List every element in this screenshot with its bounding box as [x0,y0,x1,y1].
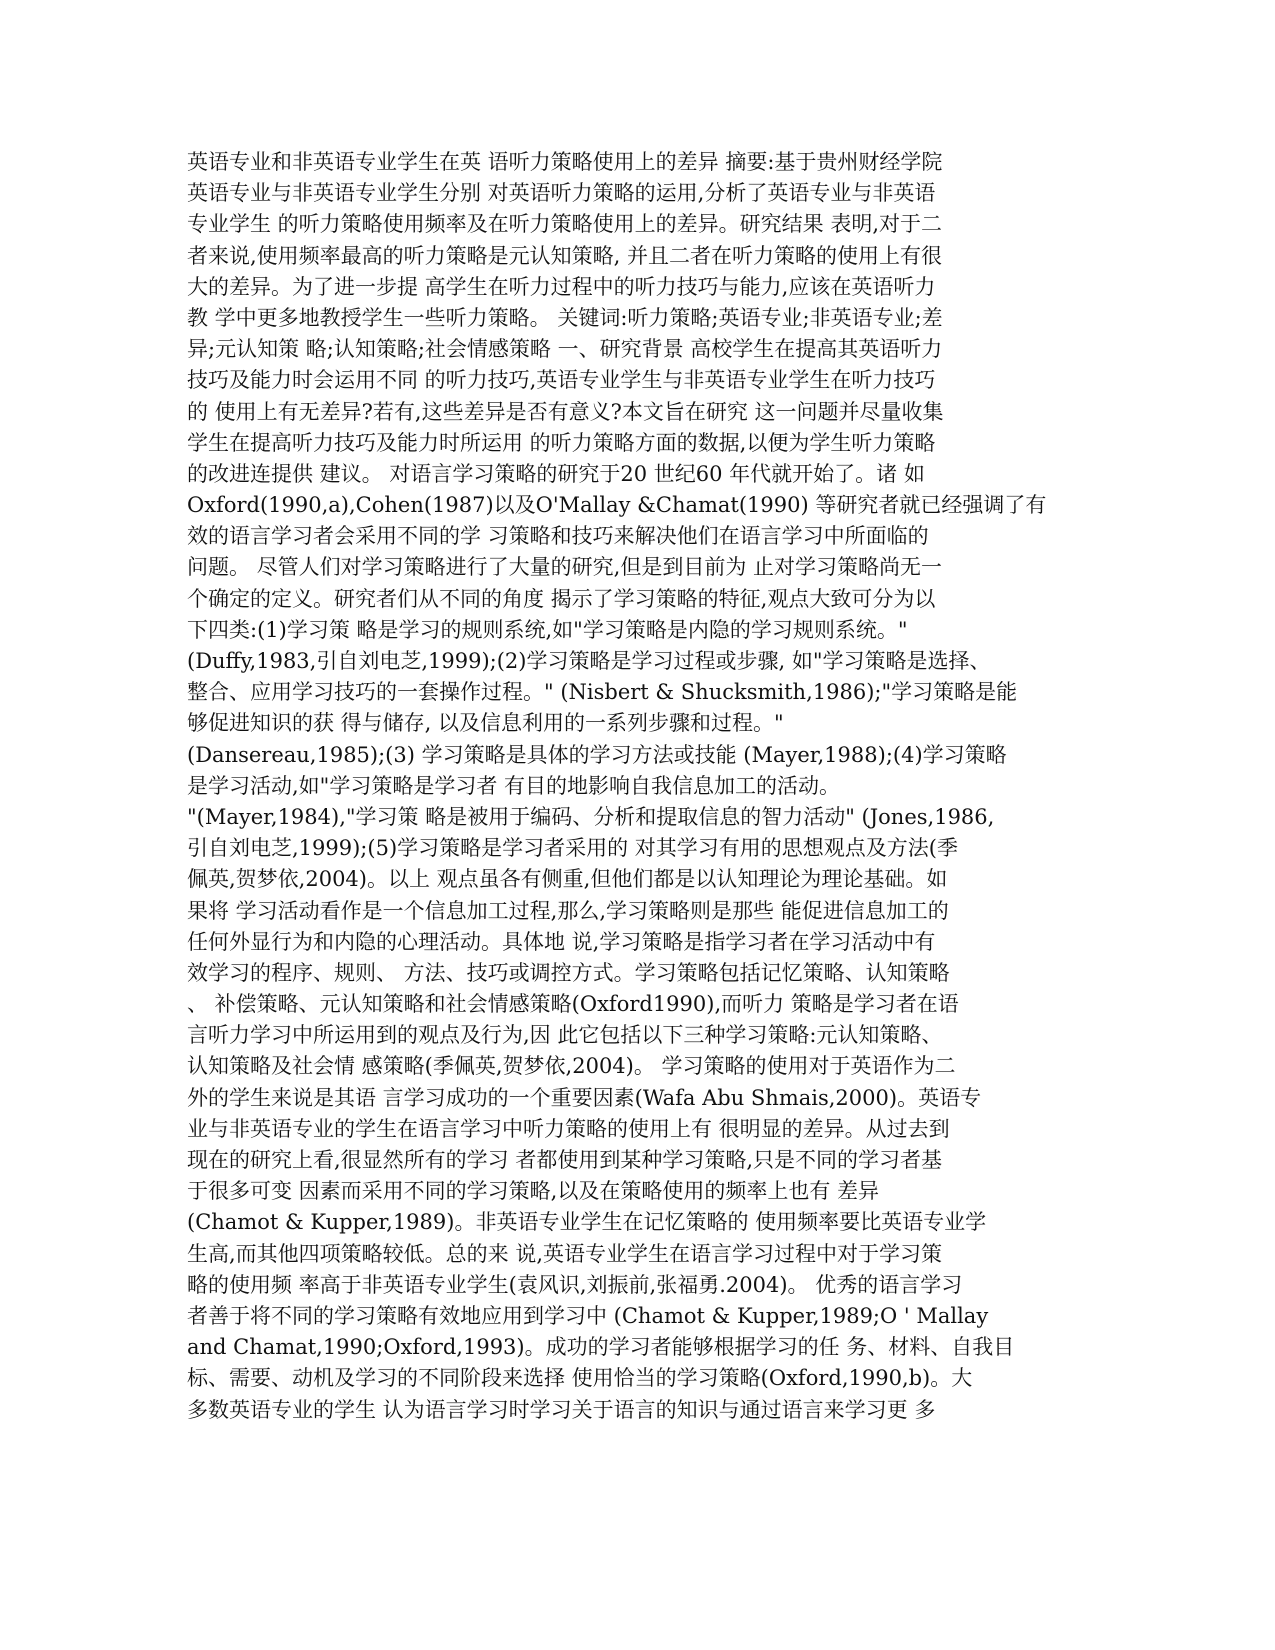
text-line: 佩英,贺梦依,2004)。以上 观点虽各有侧重,但他们都是以认知理论为理论基础。如 [187,867,948,892]
text-line: 英语专业和非英语专业学生在英 语听力策略使用上的差异 摘要:基于贵州财经学院 [187,150,943,174]
text-line: 外的学生来说是其语 言学习成功的一个重要因素(Wafa Abu Shmais,2000)。英语专 [187,1085,982,1110]
text-line: 认知策略及社会情 感策略(季佩英,贺梦依,2004)。 学习策略的使用对于英语作为二 [187,1054,956,1079]
text-line: 学生在提高听力技巧及能力时所运用 的听力策略方面的数据,以便为学生听力策略 [187,430,936,455]
text-line: 多数英语专业的学生 认为语言学习时学习关于语言的知识与通过语言来学习更 多 [187,1397,936,1422]
text-line: and Chamat,1990;Oxford,1993)。成功的学习者能够根据学习的任 务、材料、自我目 [187,1335,1015,1360]
text-line: 大的差异。为了进一步提 高学生在听力过程中的听力技巧与能力,应该在英语听力 [187,274,936,299]
text-line: 现在的研究上看,很显然所有的学习 者都使用到某种学习策略,只是不同的学习者基 [187,1148,943,1172]
text-line: 者善于将不同的学习策略有效地应用到学习中 (Chamot & Kupper,1989;O ' Mallay [187,1303,989,1328]
text-line: 的 使用上有无差异?若有,这些差异是否有意义?本文旨在研究 这一问题并尽量收集 [187,399,944,424]
body-text [187,147,1092,1426]
text-line: 异;元认知策 略;认知策略;社会情感策略 一、研究背景 高校学生在提高其英语听力 [187,337,943,362]
text-line: 够促进知识的获 得与储存, 以及信息利用的一系列步骤和过程。" [187,711,784,736]
text-line: Oxford(1990,a),Cohen(1987)以及O'Mallay &Chamat(1990) 等研究者就已经强调了有 [187,493,1047,518]
text-line: "(Mayer,1984),"学习策 略是被用于编码、分析和提取信息的智力活动" (Jones,1986, [187,804,995,829]
text-line: 专业学生 的听力策略使用频率及在听力策略使用上的差异。研究结果 表明,对于二 [187,212,943,237]
text-line: 生高,而其他四项策略较低。总的来 说,英语专业学生在语言学习过程中对于学习策 [187,1241,943,1266]
text-line: 教 学中更多地教授学生一些听力策略。 关键词:听力策略;英语专业;非英语专业;差 [187,305,943,330]
text-line: 整合、应用学习技巧的一套操作过程。" (Nisbert & Shucksmith,1986);"学习策略是能 [187,680,1018,705]
text-line: (Dansereau,1985);(3) 学习策略是具体的学习方法或技能 (Mayer,1988);(4)学习策略 [187,742,1007,767]
text-line: 引自刘电芝,1999);(5)学习策略是学习者采用的 对其学习有用的思想观点及方法(季 [187,836,958,861]
text-line: 的改进连提供 建议。 对语言学习策略的研究于20 世纪60 年代就开始了。诸 如 [187,461,925,486]
text-line: 效的语言学习者会采用不同的学 习策略和技巧来解决他们在语言学习中所面临的 [187,524,929,549]
text-line: 果将 学习活动看作是一个信息加工过程,那么,学习策略则是那些 能促进信息加工的 [187,898,949,923]
text-line: 下四类:(1)学习策 略是学习的规则系统,如"学习策略是内隐的学习规则系统。" [187,617,908,642]
text-line: 业与非英语专业的学生在语言学习中听力策略的使用上有 很明显的差异。从过去到 [187,1116,950,1141]
text-line: 问题。 尽管人们对学习策略进行了大量的研究,但是到目前为 止对学习策略尚无一 [187,555,943,580]
text-line: (Chamot & Kupper,1989)。非英语专业学生在记忆策略的 使用频率要比英语专业学 [187,1210,987,1235]
text-line: 言听力学习中所运用到的观点及行为,因 此它包括以下三种学习策略:元认知策略、 [187,1023,943,1048]
text-line: 标、需要、动机及学习的不同阶段来选择 使用恰当的学习策略(Oxford,1990,b)。大 [187,1366,973,1391]
text-line: 是学习活动,如"学习策略是学习者 有目的地影响自我信息加工的活动。 [187,773,841,798]
text-line: 者来说,使用频率最高的听力策略是元认知策略, 并且二者在听力策略的使用上有很 [187,243,943,268]
text-line: 于很多可变 因素而采用不同的学习策略,以及在策略使用的频率上也有 差异 [187,1179,880,1204]
text-line: 、 补偿策略、元认知策略和社会情感策略(Oxford1990),而听力 策略是学习者在语 [187,992,959,1017]
text-line: (Duffy,1983,引自刘电芝,1999);(2)学习策略是学习过程或步骤, 如"学习策略是选择、 [187,649,991,673]
text-line: 英语专业与非英语专业学生分别 对英语听力策略的运用,分析了英语专业与非英语 [187,181,936,206]
text-line: 技巧及能力时会运用不同 的听力技巧,英语专业学生与非英语专业学生在听力技巧 [187,368,936,393]
text-line: 效学习的程序、规则、 方法、技巧或调控方式。学习策略包括记忆策略、认知策略 [187,960,950,985]
text-line: 个确定的定义。研究者们从不同的角度 揭示了学习策略的特征,观点大致可分为以 [187,586,936,611]
text-line: 任何外显行为和内隐的心理活动。具体地 说,学习策略是指学习者在学习活动中有 [187,929,936,954]
text-line: 略的使用频 率高于非英语专业学生(袁风识,刘振前,张福勇.2004)。 优秀的语言学习 [187,1272,963,1297]
